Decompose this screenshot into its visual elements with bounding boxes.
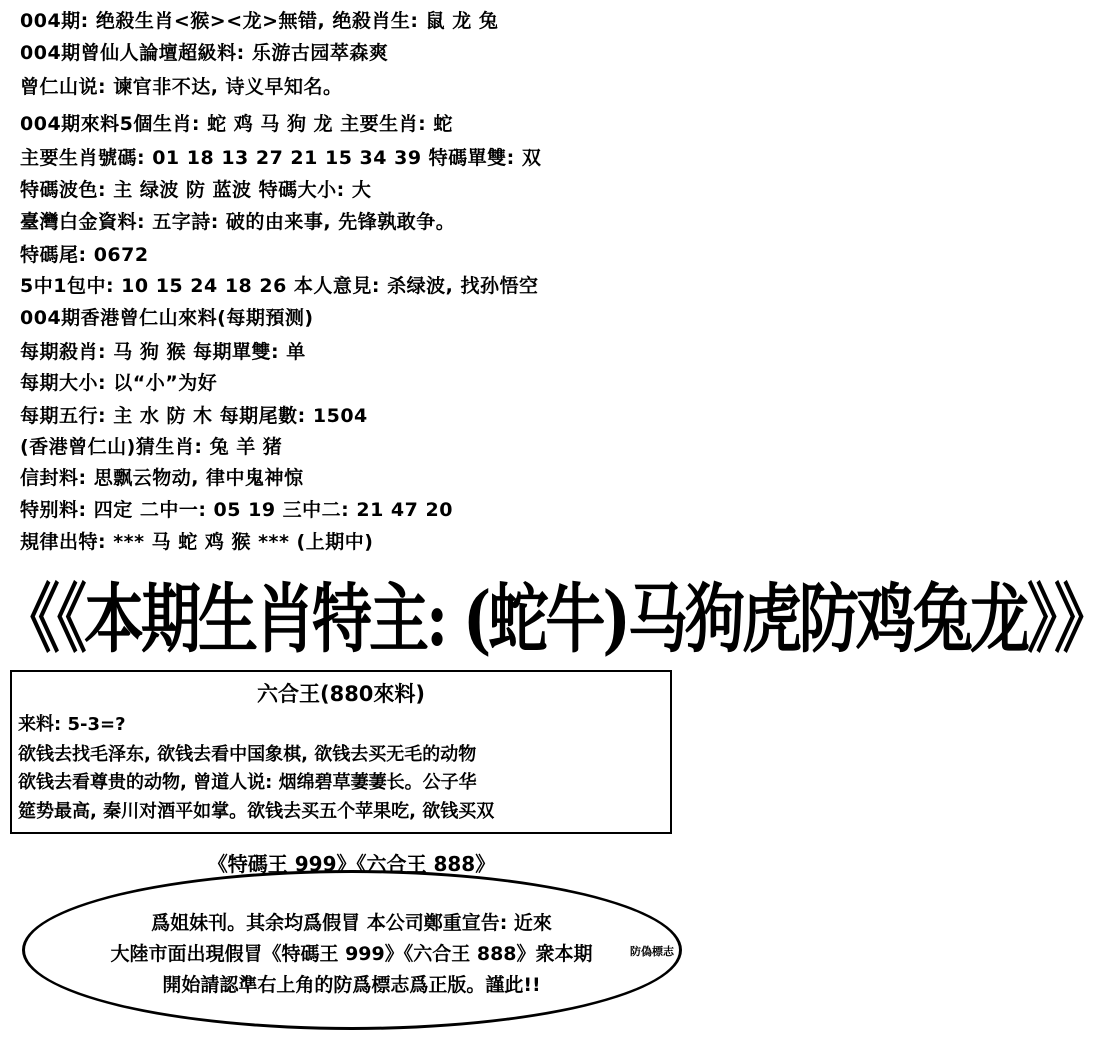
line-8: 特碼尾: 0672 [20,244,149,266]
line-1: 004期: 绝殺生肖<猴><龙>無错, 绝殺肖生: 鼠 龙 兔 [20,10,499,32]
box-line-3: 欲钱去看尊贵的动物, 曾道人说: 烟绵碧草萋萋长。公子华 [18,772,477,793]
box-line-4: 筵势最高, 秦川对酒平如掌。欲钱去买五个苹果吃, 欲钱买双 [18,801,495,822]
line-10: 004期香港曾仁山來料(每期預测) [20,307,314,329]
line-13: 每期五行: 主 水 防 木 每期尾數: 1504 [20,405,368,427]
line-15: 信封料: 思飘云物动, 律中鬼神惊 [20,467,304,489]
line-14: (香港曾仁山)猜生肖: 兔 羊 猪 [20,436,283,458]
line-6: 特碼波色: 主 绿波 防 蓝波 特碼大小: 大 [20,179,372,201]
line-17: 規律出特: *** 马 蛇 鸡 猴 *** (上期中) [20,531,374,553]
notice-line-2: 大陸市面出現假冒《特碼王 999》《六合王 888》衆本期 [110,943,593,965]
line-12: 每期大小: 以“小”为好 [20,372,218,394]
line-5: 主要生肖號碼: 01 18 13 27 21 15 34 39 特碼單雙: 双 [20,147,542,169]
line-4: 004期來料5個生肖: 蛇 鸡 马 狗 龙 主要生肖: 蛇 [20,113,453,135]
notice-line-1: 爲姐妹刊。其余均爲假冒 本公司鄭重宣告: 近來 [151,912,552,934]
oval-heading: 《特碼王 999》《六合王 888》 [207,852,496,876]
line-2: 004期曾仙人論壇超級料: 乐游古园萃森爽 [20,42,389,64]
line-3: 曾仁山说: 谏官非不达, 诗义早知名。 [20,76,343,98]
anti-counterfeit-seal: 防偽標志 [630,945,674,958]
box-title: 六合王(880來料) [256,682,426,706]
line-7: 臺灣白金資料: 五字詩: 破的由来事, 先锋孰敢争。 [20,211,456,233]
notice-line-3: 開始請認準右上角的防爲標志爲正版。謹此!! [162,974,541,996]
headline-banner: 《《本期生肖特主: (蛇牛)马狗虎防鸡兔龙》》 [0,576,1111,664]
line-16: 特别料: 四定 二中一: 05 19 三中二: 21 47 20 [20,499,453,521]
line-11: 每期殺肖: 马 狗 猴 每期單雙: 单 [20,341,306,363]
liuhewang-box [10,670,672,834]
box-line-1: 来料: 5-3=? [18,714,126,735]
line-9: 5中1包中: 10 15 24 18 26 本人意見: 杀绿波, 找孙悟空 [20,275,539,297]
box-line-2: 欲钱去找毛泽东, 欲钱去看中国象棋, 欲钱去买无毛的动物 [18,744,477,765]
